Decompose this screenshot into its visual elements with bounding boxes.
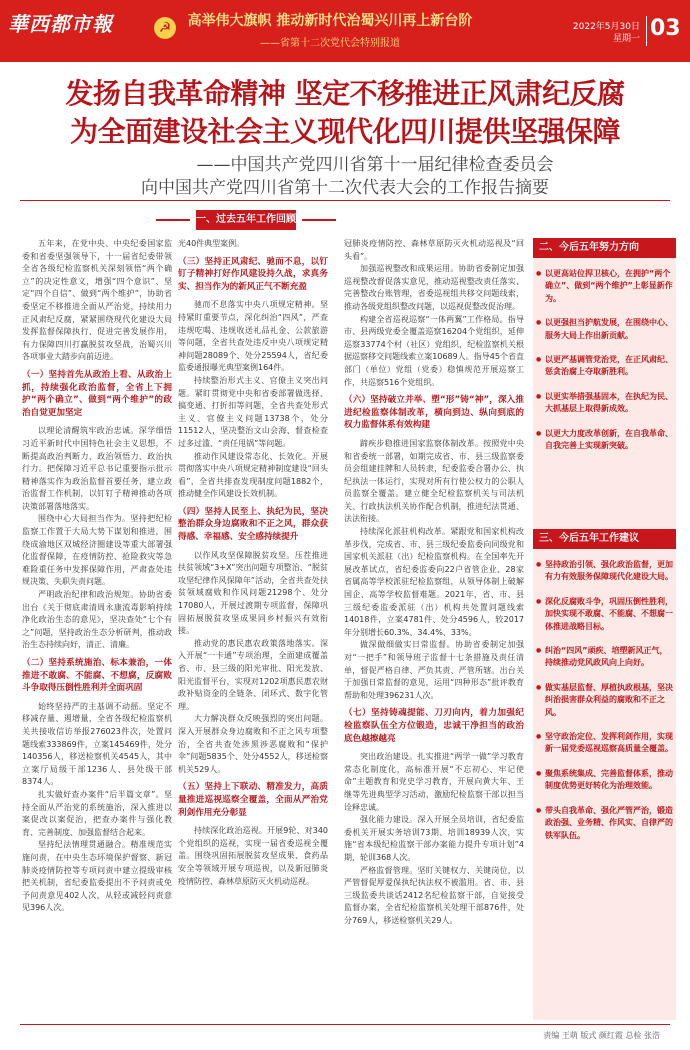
subsection-heading: （三）坚持正风肃纪、驰而不息，以钉钉子精神打好作风建设持久战，求真务实、担当作为的新风正气不断充盈 [178,256,328,292]
list-item: ● 坚持政治引领、强化政治监督，更加有力有效服务保障现代化建设大局。 [539,559,673,584]
paragraph: 严格监督管理。坚盯关键权力、关键岗位，以严管督促厚爱保执纪执法权不被滥用。省、市、县三级监委共谈话2412名纪检监察干部，自觉接受监督办案，全省纪检监察机关处理干部876件，处分769人，移送检察机关29人。 [344,865,524,925]
subsection-heading: （一）坚持首先从政治上看、从政治上抓，持续强化政治监督，全省上下拥护“两个确立”、做到“两个维护”的政治自觉更加坚定 [22,369,172,418]
paragraph: 扎实做好查办案件“后半篇文章”。坚持全面从严治党的系统施治，深入推进以案促改以案促治，把查办案件与强化教育、完善制度、加强监督结合起来。 [22,789,172,837]
directions-list [539,268,673,464]
list-item: ● 坚守政治定位、发挥利剑作用，实现新一届党委巡视巡察高质量全覆盖。 [539,731,673,756]
list-item: ● 做实基层监督、厚植执政根基，坚决纠治损害群众利益的腐败和不正之风。 [539,682,673,719]
party-emblem-icon: ☭ [154,17,176,39]
masthead-slogan-sub: ——省第十二次党代会特别报道 [260,38,400,49]
issue-date: 2022年5月30日 [572,22,640,32]
subheadline-line-2: 向中国共产党四川省第十二次代表大会的工作报告摘要 [141,178,549,198]
list-item: ● 以更大力度改革创新，在自我革命、自我完善上实现新突破。 [539,428,673,453]
paragraph: 坚持纪法情理贯通融合。精准规范实施问责，在中央生态环境保护督察、新冠肺炎疫情防控等专项问责中建立提级审核把关机制，省纪委监委提出不予问责或免予问责意见402人次，从轻或减轻问责意见396人次。 [22,840,172,913]
list-item: ● 以更实举措强基固本，在执纪为民、大抓基层上取得新成效。 [539,391,673,416]
list-item: ● 以更严基调管党治党，在正风肃纪、惩贪治腐上夺取新胜利。 [539,354,673,379]
subsection-heading: （五）坚持上下联动、精准发力，高质量推进巡视巡察全覆盖，全面从严治党利剑作用充分彰显 [178,782,328,818]
headline-line-2: 为全面建设社会主义现代化四川提供坚强保障 [69,115,620,148]
paragraph: 持续整治形式主义、官僚主义突出问题。紧盯贯彻党中央和省委部署做选择、搞变通、打折扣等问题，全省共查处形式主义、官僚主义问题13738个，处分11512人，坚决整治文山会海、督查检查过多过滥、“责任甩锅”等问题。 [178,375,328,448]
editor-credits: 责编 王萌 版式 颜红霞 总检 张浩 [543,1031,660,1040]
page-number: 03 [650,16,681,41]
list-item: ● 带头自我革命、强化严管严治，锻造政治强、业务精、作风实、自律严的铁军队伍。 [539,805,673,842]
section-one-ribbon: 一、过去五年工作回顾 [196,210,296,230]
paragraph: 大力解决群众反映强烈的突出问题。深入开展群众身边腐败和不正之风专项整治，全省共查处涉黑涉恶腐败和“保护伞”问题5835个、处分4552人，移送检察机关529人。 [178,714,328,774]
subsection-heading: （六）坚持破立并举、塑“形”铸“神”，深入推进纪检监察体制改革，横向到边、纵向到底的权力监督体系有效构建 [344,395,524,431]
paragraph: 推动作风建设常态化、长效化。开展贯彻落实中央八项规定精神制度建设“回头看”，全省共排查发现制度问题1882个，推动健全作风建设长效机制。 [178,451,328,499]
paragraph: 五年来，在党中央、中央纪委国家监委和省委坚强领导下，十一届省纪委带领全省各级纪检监察机关深刻领悟“两个确立”的决定性意义，增强“四个意识”、坚定“四个自信”、做到“两个维护”，协助省委坚定不移推进全面从严治党，持续用力正风肃纪反腐，紧紧围绕现代化建设大局发挥监督保障执行、促进完善发展作用，有力保障四川打赢脱贫攻坚战，治蜀兴川各项事业大踏步向前迈进。 [22,239,172,362]
paragraph: 推动党的惠民惠农政策落地落实。深入开展“一卡通”专项治理，全面建成覆盖省、市、县三级的阳光审批、阳光发放、阳光监督平台，实现对1202项惠民惠农财政补贴资金的全链条、闭环式、数字化管理。 [178,638,328,711]
paragraph: 突出政治建设。扎实推进“两学一做”学习教育常态化制度化，高标准开展“不忘初心、牢记使命”主题教育和党史学习教育，开展向黄大年、王继等先进典型学习活动，激励纪检监察干部以担当诠释忠诚。 [344,752,524,812]
paragraph: 光40件典型案例。 [178,239,245,248]
issue-weekday: 星期一 [612,34,640,44]
paragraph: 加强巡视整改和成果运用。协助省委制定加强巡视整改督促落实意见，推动巡视整改责任落实、完善整改台账管理，省委巡视组共移交问题线索，推动各级党组织整改问题，以巡视促整改促治理。 [344,264,524,311]
paragraph: 持续深化政治巡视。开展9轮、对340个党组织的巡视，实现一届省委巡视全覆盖。围绕巩固拓展脱贫攻坚成果、食药品安全等领域开展专项巡视，以及新冠肺炎疫情防控、森林草原防灭火机动巡视。 [178,826,328,886]
list-item: ● 纠治“四风”顽疾、培塑新风正气，持续推动党风政风向上向好。 [539,645,673,670]
article-column-3 [344,238,524,1014]
paragraph: 严明政治纪律和政治规矩。协助省委出台《关于彻底肃清周永康流毒影响持续净化政治生态的意见》，坚决查处“七个有之”问题，坚持政治生态分析研判，推动政治生态持续向好，清正、清廉。 [22,590,172,650]
paragraph: 蹄疾步稳推进国家监察体制改革。按照党中央和省委统一部署，如期完成省、市、县三级监察委员会组建挂牌和人员转隶，纪委监委合署办公、执纪执法一体运行，实现对所有行使公权力的公职人员监察全覆盖。建立健全纪检监察机关与司法机关、行政执法机关协作配合机制，推进纪法贯通、法法衔接。 [344,438,524,524]
section-two-heading: 二、今后五年努力方向 [533,238,676,258]
masthead-divider [646,16,647,46]
paragraph: 围绕中心大局担当作为。坚持把纪检监察工作置于大局大势下谋划和推进，围绕成渝地区双城经济圈建设等重大部署强化监督保障，在疫情防控、抢险救灾等急难险重任务中发挥保障作用，严肃查处违规决策、失职失责问题。 [22,514,172,587]
suggestions-list [539,559,673,854]
article-column-1 [22,238,172,1014]
paragraph: 做深做细做实日常监督。协助省委制定加强对“一把手”和领导班子监督十七条措施及责任清单，督促严格自律、严负其责、严管所辖。出台关于加强日常监督的意见，运用“四种形态”批评教育帮助和处理396231人次。 [344,640,524,700]
list-item: ● 深化反腐败斗争，巩固压倒性胜利，加快实现不敢腐、不能腐、不想腐一体推进战略目标。 [539,596,673,633]
subsection-heading: （四）坚持人民至上、执纪为民，坚决整治群众身边腐败和不正之风，群众获得感、幸福感、安全感持续提升 [178,506,328,543]
paragraph: 驰而不息落实中央八项规定精神。坚持紧盯重要节点，深化纠治“四风”，严查违规吃喝、违规收送礼品礼金、公款旅游等问题，全省共查处违反中央八项规定精神问题28089个、处分25594人，省纪委监委通报曝光典型案例164件。 [178,300,328,373]
newspaper-logo: 華西都市報 [8,12,113,36]
masthead-slogan: 高举伟大旗帜 推动新时代治蜀兴川再上新台阶 [187,13,473,29]
subsection-heading: （七）坚持铸魂提能、刀刃向内，着力加强纪检监察队伍全方位锻造，忠诚干净担当的政治底色越擦越亮 [344,708,524,744]
paragraph: 构建全省巡视巡察“一体两翼”工作格局。指导市、县两级党委全覆盖巡察16204个党组织，延伸巡察33774个村（社区）党组织，纪检监察机关根据巡察移交问题线索立案10689人。指导45个省直部门（单位）党组（党委）稳慎规范开展巡察工作，共巡察516个党组织。 [344,314,524,387]
list-item: ● 聚焦系统集成、完善监督体系，推动制度优势更好转化为治理效能。 [539,768,673,793]
article-column-2 [178,238,328,1014]
section-three-heading: 三、今后五年工作建议 [533,529,676,549]
paragraph: 以理论清醒筑牢政治忠诚。深学细悟习近平新时代中国特色社会主义思想，不断提高政治判断力、政治领悟力、政治执行力。把保障习近平总书记重要指示批示精神落实作为政治监督首要任务，建立政治监督工作机制，以钉钉子精神推动各项决策部署落地落实。 [22,426,172,511]
issue-date-block [540,21,640,45]
list-item: ● 以更强担当护航发展，在围绕中心、服务大局上作出新贡献。 [539,317,673,342]
list-item: ● 以更高站位捍卫核心，在拥护“两个确立”、做到“两个维护”上彰显新作为。 [539,268,673,305]
paragraph: 始终坚持严的主基调不动摇。坚定不移减存量、遏增量，全省各级纪检监察机关共接收信访举报276023件次，处置问题线索333869件，立案145469件，处分140356人，移送检察机关4545人，其中立案厅局级干部1236人、县处级干部8374人。 [22,701,172,787]
headline-divider [20,200,670,201]
paragraph: 持续深化派驻机构改革。紧跟党和国家机构改革步伐，完成省、市、县三级纪委监委向同级党和国家机关派驻（出）纪检监察机构。在全国率先开展改革试点，省纪委监委向22户省管企业、28家省属高等学校派驻纪检监察组，从领导体制上破解国企、高等学校监督难题。2021年，省、市、县三级纪委监委派驻（出）机构共处置问题线索14018件，立案4781件、处分4596人，较2017年分别增长60.3%、34.4%、33%。 [344,527,524,637]
headline-line-1: 发扬自我革命精神 坚定不移推进正风肃纪反腐 [65,77,625,110]
sidebar-panel [533,238,676,1020]
paragraph: 冠肺炎疫情防控、森林草原防灭火机动巡视及“回头看”。 [344,239,524,261]
paragraph: 强化能力建设。深入开展全员培训，省纪委监委机关开展实务培训73期、培训18939人次，实施“省本级纪检监察干部办案能力提升专项计划”4期，轮训368人次。 [344,815,524,862]
paragraph: 以作风攻坚保障脱贫攻坚。压茬推进扶贫领域“3+X”突出问题专项整治、“脱贫攻坚纪律作风保障年”活动，全省共查处扶贫领域腐败和作风问题21298个、处分17080人，开展过渡期专项监督，保障巩固拓展脱贫攻坚成果同乡村振兴有效衔接。 [178,550,328,636]
subsection-heading: （二）坚持系统施治、标本兼治，一体推进不敢腐、不能腐、不想腐，反腐败斗争取得压倒性胜利并全面巩固 [22,658,172,694]
footer-divider [20,1024,670,1025]
subheadline-line-1: ——中国共产党四川省第十一届纪律检查委员会 [196,155,554,175]
masthead [0,0,690,62]
